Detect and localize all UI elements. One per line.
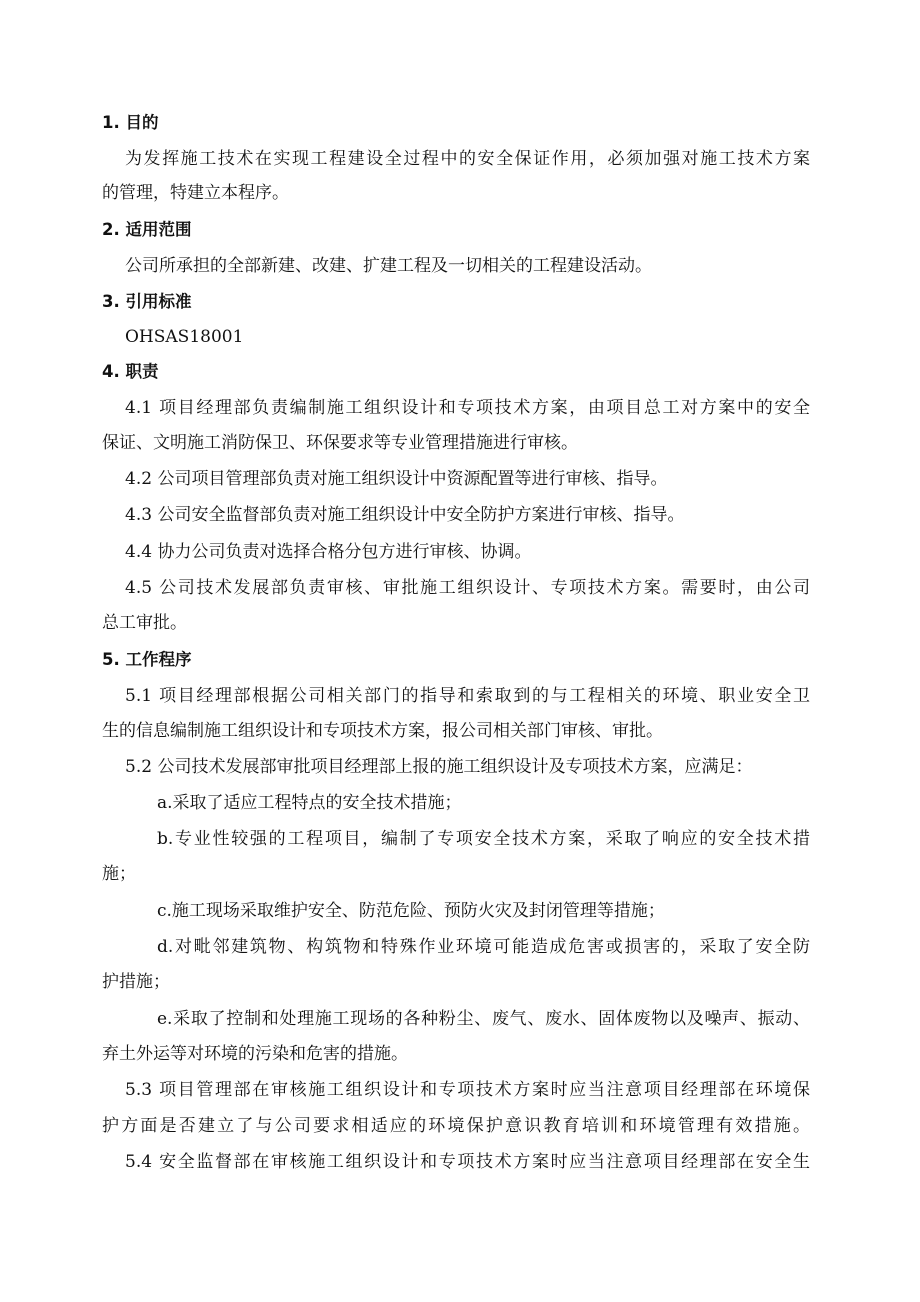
paragraph-line: 4.3 公司安全监督部负责对施工组织设计中安全防护方案进行审核、指导。: [125, 505, 685, 525]
paragraph-line: 保证、文明施工消防保卫、环保要求等专业管理措施进行审核。: [102, 433, 578, 453]
section-heading-purpose: 1. 目的: [102, 113, 159, 132]
paragraph-line: 4.4 协力公司负责对选择合格分包方进行审核、协调。: [125, 542, 532, 562]
paragraph-line: 护方面是否建立了与公司要求相适应的环境保护意识教育培训和环境管理有效措施。: [102, 1116, 810, 1136]
paragraph-line: 4.2 公司项目管理部负责对施工组织设计中资源配置等进行审核、指导。: [125, 469, 668, 489]
paragraph-line: OHSAS18001: [125, 327, 244, 347]
paragraph-line: 总工审批。: [102, 613, 187, 633]
list-item: b.专业性较强的工程项目，编制了专项安全技术方案，采取了响应的安全技术措: [157, 829, 810, 849]
section-heading-references: 3. 引用标准: [102, 292, 192, 311]
paragraph-line: 5.4 安全监督部在审核施工组织设计和专项技术方案时应当注意项目经理部在安全生: [125, 1152, 810, 1172]
paragraph-line: 的管理，特建立本程序。: [102, 183, 289, 203]
list-item-continuation: 护措施；: [102, 972, 170, 992]
list-item: d.对毗邻建筑物、构筑物和特殊作业环境可能造成危害或损害的，采取了安全防: [157, 937, 810, 957]
paragraph-line: 5.1 项目经理部根据公司相关部门的指导和索取到的与工程相关的环境、职业安全卫: [125, 686, 810, 706]
section-heading-scope: 2. 适用范围: [102, 220, 192, 239]
section-heading-procedure: 5. 工作程序: [102, 650, 192, 669]
paragraph-line: 4.5 公司技术发展部负责审核、审批施工组织设计、专项技术方案。需要时，由公司: [125, 578, 810, 598]
paragraph-line: 4.1 项目经理部负责编制施工组织设计和专项技术方案，由项目总工对方案中的安全: [125, 398, 810, 418]
list-item: c.施工现场采取维护安全、防范危险、预防火灾及封闭管理等措施；: [157, 901, 665, 921]
paragraph-line: 5.3 项目管理部在审核施工组织设计和专项技术方案时应当注意项目经理部在环境保: [125, 1080, 810, 1100]
section-heading-responsibilities: 4. 职责: [102, 362, 159, 381]
list-item: e.采取了控制和处理施工现场的各种粉尘、废气、废水、固体废物以及噪声、振动、: [157, 1009, 810, 1029]
paragraph-line: 5.2 公司技术发展部审批项目经理部上报的施工组织设计及专项技术方案，应满足：: [125, 757, 753, 777]
paragraph-line: 生的信息编制施工组织设计和专项技术方案，报公司相关部门审核、审批。: [102, 721, 663, 741]
paragraph-line: 公司所承担的全部新建、改建、扩建工程及一切相关的工程建设活动。: [125, 256, 652, 276]
list-item: a.采取了适应工程特点的安全技术措施；: [157, 793, 462, 813]
list-item-continuation: 弃土外运等对环境的污染和危害的措施。: [102, 1044, 408, 1064]
list-item-continuation: 施；: [102, 864, 136, 884]
paragraph-line: 为发挥施工技术在实现工程建设全过程中的安全保证作用，必须加强对施工技术方案: [125, 149, 810, 169]
